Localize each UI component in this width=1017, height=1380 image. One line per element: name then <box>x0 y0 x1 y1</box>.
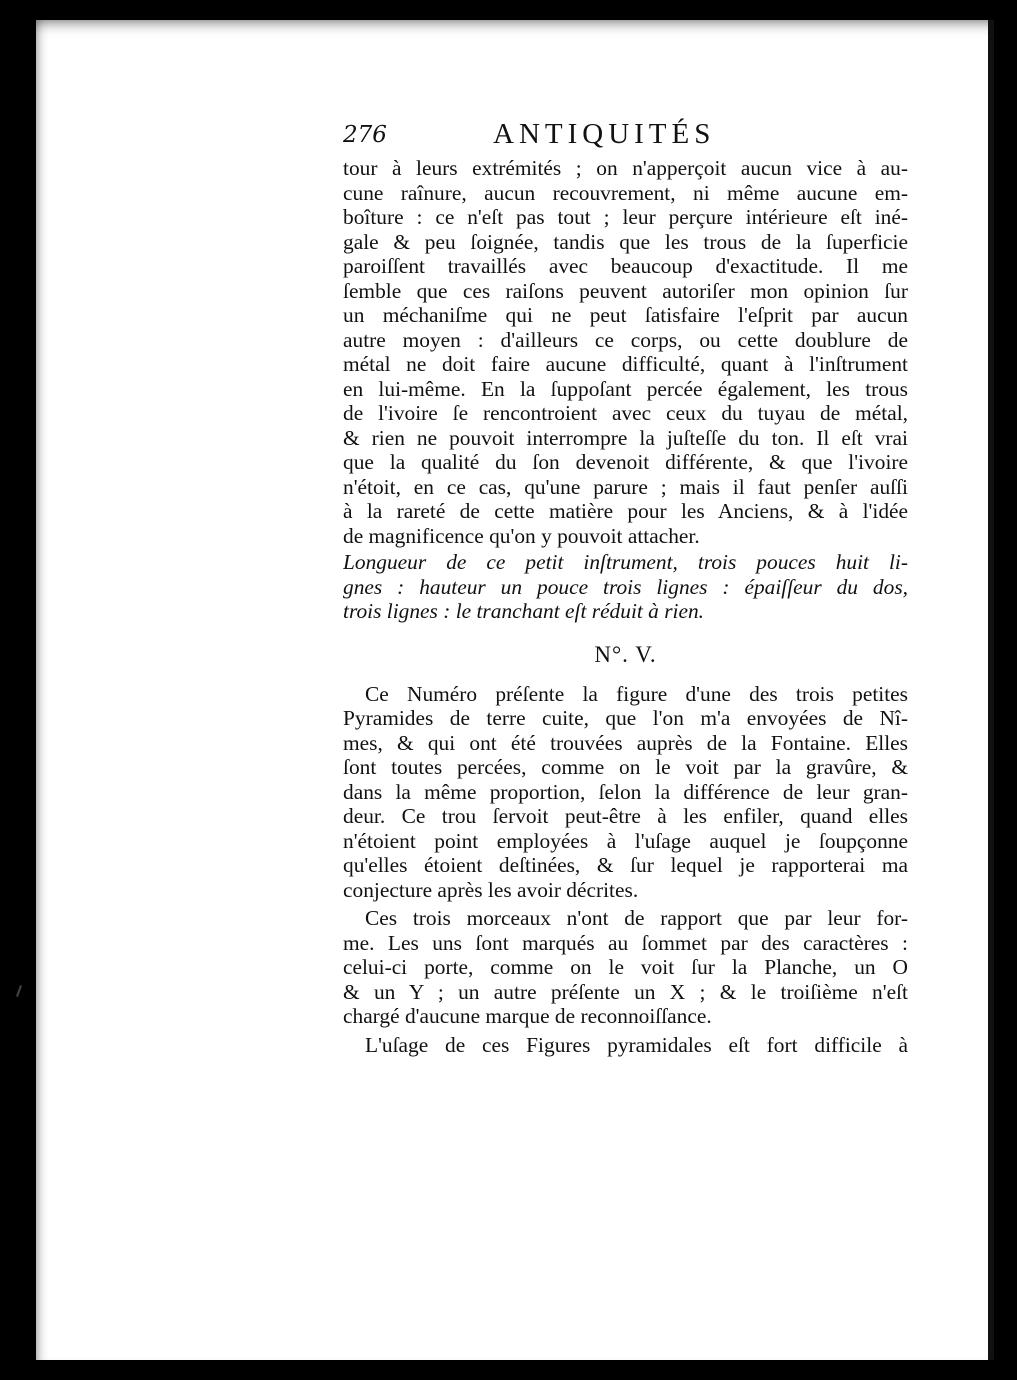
text-line: celui-ci porte, comme on le voit ſur la Planche, un O <box>343 955 908 979</box>
text-line: qu'elles étoient deſtinées, & ſur lequel je rapporterai ma <box>343 853 908 877</box>
paragraph-4 <box>343 1033 908 1058</box>
text-line: tour à leurs extrémités ; on n'apperçoit aucun vice à au- <box>343 156 908 180</box>
running-head <box>343 118 908 156</box>
text-line: chargé d'aucune marque de reconnoiſſance. <box>343 1004 712 1028</box>
text-line: de l'ivoire ſe rencontroient avec ceux du tuyau de métal, <box>343 401 908 425</box>
text-line: deur. Ce trou ſervoit peut-être à les enfiler, quand elles <box>343 804 908 828</box>
text-line: trois lignes : le tranchant eſt réduit à rien. <box>343 599 705 623</box>
text-line: cune raînure, aucun recouvrement, ni même aucune em- <box>343 180 908 205</box>
text-line: boîture : ce n'eſt pas tout ; leur perçure intérieure eſt iné- <box>343 205 908 229</box>
text-line: paroiſſent travaillés avec beaucoup d'exactitude. Il me <box>343 254 908 278</box>
text-line: en lui-même. En la ſuppoſant percée également, les trous <box>343 376 908 401</box>
text-line: Ces trois morceaux n'ont de rapport que par leur for- <box>365 906 908 930</box>
text-line: ſemble que ces raiſons peuvent autoriſer mon opinion ſur <box>343 278 908 303</box>
text-line: conjecture après les avoir décrites. <box>343 877 639 902</box>
text-line: & rien ne pouvoit interrompre la juſteſſe du ton. Il eſt vrai <box>343 425 908 450</box>
text-block <box>343 118 908 1057</box>
text-line: L'uſage de ces Figures pyramidales eſt fort difficile à <box>365 1032 908 1057</box>
text-line: n'étoit, en ce cas, qu'une parure ; mais il faut penſer auſſi <box>343 474 908 499</box>
text-line: autre moyen : d'ailleurs ce corps, ou cette doublure de <box>343 327 908 352</box>
text-line: & un Y ; un autre préſente un X ; & le troiſième n'eſt <box>343 979 908 1004</box>
text-line: gnes : hauteur un pouce trois lignes : épaiſſeur du dos, <box>343 574 908 599</box>
measurements-paragraph <box>343 550 908 624</box>
text-line: de magnificence qu'on y pouvoit attacher. <box>343 523 700 548</box>
text-line: un méchaniſme qui ne peut ſatisfaire l'eſprit par aucun <box>343 303 908 327</box>
paragraph-2 <box>343 682 908 903</box>
margin-mark <box>16 985 22 997</box>
text-line: gale & peu ſoignée, tandis que les trous de la ſuperficie <box>343 229 908 254</box>
text-line: à la rareté de cette matière pour les Anciens, & à l'idée <box>343 499 908 523</box>
paragraph-1 <box>343 156 908 548</box>
text-line: mes, & qui ont été trouvées auprès de la Fontaine. Elles <box>343 730 908 755</box>
running-title: ANTIQUITÉS <box>493 118 716 150</box>
text-line: ſont toutes percées, comme on le voit par la gravûre, & <box>343 755 908 779</box>
binding-gutter <box>988 20 994 1360</box>
text-line: que la qualité du ſon devenoit différente, & que l'ivoire <box>343 450 908 474</box>
text-line: Longueur de ce petit inſtrument, trois pouces huit li- <box>343 550 908 574</box>
page-number: 276 <box>343 122 387 148</box>
section-heading: N°. V. <box>594 641 657 667</box>
text-line: métal ne doit faire aucune difficulté, quant à l'inſtrument <box>343 352 908 376</box>
text-line: dans la même proportion, ſelon la différence de leur gran- <box>343 779 908 804</box>
text-line: Pyramides de terre cuite, que l'on m'a envoyées de Nî- <box>343 706 908 730</box>
text-line: n'étoient point employées à l'uſage auquel je ſoupçonne <box>343 828 908 853</box>
text-line: me. Les uns ſont marqués au ſommet par des caractères : <box>343 930 908 955</box>
paragraph-3 <box>343 906 908 1029</box>
text-line: Ce Numéro préſente la figure d'une des trois petites <box>365 681 908 706</box>
